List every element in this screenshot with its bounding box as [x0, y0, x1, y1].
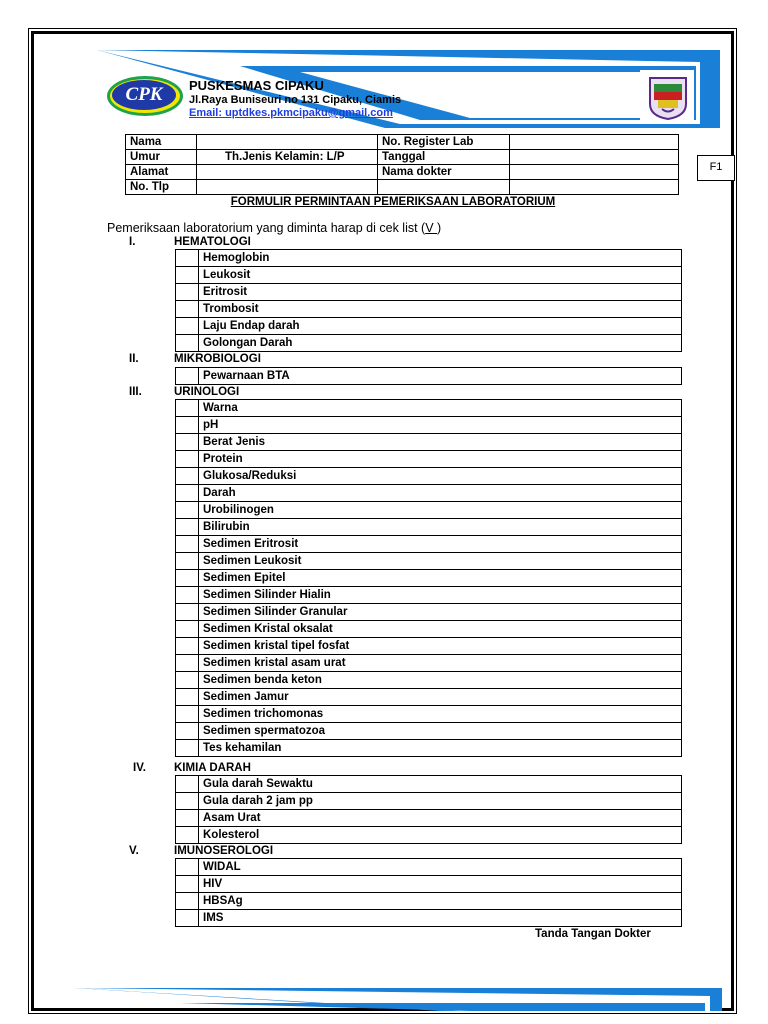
- test-row: [176, 417, 682, 434]
- test-row: [176, 318, 682, 335]
- test-checkbox[interactable]: [176, 485, 199, 502]
- test-label: Tes kehamilan: [199, 740, 682, 757]
- test-checkbox[interactable]: [176, 859, 199, 876]
- section-name: HEMATOLOGI: [174, 236, 251, 248]
- test-label: Bilirubin: [199, 519, 682, 536]
- test-checkbox[interactable]: [176, 519, 199, 536]
- tests-kimia-darah: [175, 775, 682, 844]
- institution-name: PUSKESMAS CIPAKU: [189, 78, 324, 93]
- label-no-register: No. Register Lab: [378, 135, 510, 150]
- label-no-tlp: No. Tlp: [126, 180, 197, 195]
- test-label: Gula darah 2 jam pp: [199, 793, 682, 810]
- test-label: Laju Endap darah: [199, 318, 682, 335]
- test-row: [176, 587, 682, 604]
- test-row: [176, 706, 682, 723]
- section-name: IMUNOSEROLOGI: [174, 845, 274, 857]
- test-checkbox[interactable]: [176, 810, 199, 827]
- test-row: [176, 400, 682, 417]
- form-title: FORMULIR PERMINTAAN PEMERIKSAAN LABORATORIUM: [230, 196, 556, 208]
- test-label: Sedimen Leukosit: [199, 553, 682, 570]
- field-no-register[interactable]: [510, 135, 679, 150]
- test-row: [176, 740, 682, 757]
- test-checkbox[interactable]: [176, 910, 199, 927]
- label-nama-dokter: Nama dokter: [378, 165, 510, 180]
- section-number: I.: [129, 236, 136, 248]
- test-label: Sedimen kristal tipel fosfat: [199, 638, 682, 655]
- test-label: Sedimen benda keton: [199, 672, 682, 689]
- test-row: [176, 638, 682, 655]
- test-label: Trombosit: [199, 301, 682, 318]
- test-row: [176, 655, 682, 672]
- test-row: [176, 451, 682, 468]
- test-checkbox[interactable]: [176, 468, 199, 485]
- instruction-text: Pemeriksaan laboratorium yang diminta harap di cek list (V ): [107, 221, 442, 235]
- test-row: [176, 267, 682, 284]
- section-name: MIKROBIOLOGI: [174, 353, 261, 365]
- tests-hematologi: [175, 249, 682, 352]
- footer-banner-inner: [180, 1003, 705, 1011]
- test-row: [176, 536, 682, 553]
- institution-email[interactable]: Email: uptdkes.pkmcipaku@gmail.com: [189, 107, 393, 119]
- test-row: [176, 776, 682, 793]
- label-nama: Nama: [126, 135, 197, 150]
- label-umur: Umur: [126, 150, 197, 165]
- test-row: [176, 368, 682, 385]
- test-checkbox[interactable]: [176, 267, 199, 284]
- test-label: Darah: [199, 485, 682, 502]
- label-tanggal: Tanggal: [378, 150, 510, 165]
- test-row: [176, 910, 682, 927]
- section-name: URINOLOGI: [174, 386, 240, 398]
- test-checkbox[interactable]: [176, 502, 199, 519]
- field-tanggal[interactable]: [510, 150, 679, 165]
- test-row: [176, 519, 682, 536]
- test-checkbox[interactable]: [176, 417, 199, 434]
- section-number: III.: [129, 386, 142, 398]
- test-checkbox[interactable]: [176, 827, 199, 844]
- test-row: [176, 301, 682, 318]
- test-label: Berat Jenis: [199, 434, 682, 451]
- test-checkbox[interactable]: [176, 284, 199, 301]
- test-checkbox[interactable]: [176, 318, 199, 335]
- label-jenis-kelamin: Th.Jenis Kelamin: L/P: [225, 151, 345, 163]
- tests-imunoserologi: [175, 858, 682, 927]
- field-no-tlp[interactable]: [197, 180, 378, 195]
- test-row: [176, 621, 682, 638]
- test-label: Urobilinogen: [199, 502, 682, 519]
- empty-cell: [378, 180, 510, 195]
- test-checkbox[interactable]: [176, 876, 199, 893]
- doctor-signature-label: Tanda Tangan Dokter: [535, 928, 651, 940]
- test-row: [176, 689, 682, 706]
- test-label: HBSAg: [199, 893, 682, 910]
- test-label: Protein: [199, 451, 682, 468]
- field-nama[interactable]: [197, 135, 378, 150]
- field-umur-jenis-kelamin[interactable]: [197, 150, 378, 165]
- test-label: Hemoglobin: [199, 250, 682, 267]
- test-checkbox[interactable]: [176, 250, 199, 267]
- test-row: [176, 723, 682, 740]
- test-checkbox[interactable]: [176, 776, 199, 793]
- test-label: pH: [199, 417, 682, 434]
- test-row: [176, 604, 682, 621]
- test-label: HIV: [199, 876, 682, 893]
- test-row: [176, 434, 682, 451]
- test-checkbox[interactable]: [176, 706, 199, 723]
- section-number: V.: [129, 845, 139, 857]
- tests-mikrobiologi: [175, 367, 682, 385]
- test-checkbox[interactable]: [176, 672, 199, 689]
- test-label: Sedimen Eritrosit: [199, 536, 682, 553]
- test-checkbox[interactable]: [176, 793, 199, 810]
- tests-urinologi: [175, 399, 682, 757]
- test-label: Sedimen kristal asam urat: [199, 655, 682, 672]
- test-label: Sedimen Epitel: [199, 570, 682, 587]
- field-alamat[interactable]: [197, 165, 378, 180]
- test-label: Asam Urat: [199, 810, 682, 827]
- test-checkbox[interactable]: [176, 893, 199, 910]
- test-row: [176, 335, 682, 352]
- test-row: [176, 810, 682, 827]
- test-label: Golongan Darah: [199, 335, 682, 352]
- test-checkbox[interactable]: [176, 301, 199, 318]
- test-label: Gula darah Sewaktu: [199, 776, 682, 793]
- test-checkbox[interactable]: [176, 587, 199, 604]
- test-checkbox[interactable]: [176, 723, 199, 740]
- test-checkbox[interactable]: [176, 335, 199, 352]
- test-checkbox[interactable]: [176, 536, 199, 553]
- section-number: IV.: [133, 762, 147, 774]
- test-row: [176, 250, 682, 267]
- cpk-logo-text: CPK: [112, 80, 176, 110]
- test-checkbox[interactable]: [176, 638, 199, 655]
- test-checkbox[interactable]: [176, 655, 199, 672]
- test-checkbox[interactable]: [176, 604, 199, 621]
- checkmark-symbol: V: [425, 221, 438, 235]
- test-checkbox[interactable]: [176, 400, 199, 417]
- label-alamat: Alamat: [126, 165, 197, 180]
- test-label: Sedimen trichomonas: [199, 706, 682, 723]
- test-row: [176, 468, 682, 485]
- section-name: KIMIA DARAH: [174, 762, 251, 774]
- test-label: Eritrosit: [199, 284, 682, 301]
- test-row: [176, 893, 682, 910]
- test-label: Sedimen Jamur: [199, 689, 682, 706]
- test-label: Glukosa/Reduksi: [199, 468, 682, 485]
- test-checkbox[interactable]: [176, 451, 199, 468]
- test-checkbox[interactable]: [176, 689, 199, 706]
- field-nama-dokter[interactable]: [510, 165, 679, 180]
- test-row: [176, 793, 682, 810]
- test-label: WIDAL: [199, 859, 682, 876]
- test-checkbox[interactable]: [176, 570, 199, 587]
- test-label: IMS: [199, 910, 682, 927]
- test-checkbox[interactable]: [176, 368, 199, 385]
- form-code-box: F1: [697, 155, 735, 181]
- test-row: [176, 876, 682, 893]
- test-row: [176, 502, 682, 519]
- test-row: [176, 570, 682, 587]
- test-row: [176, 553, 682, 570]
- test-label: Sedimen spermatozoa: [199, 723, 682, 740]
- test-row: [176, 827, 682, 844]
- test-label: Kolesterol: [199, 827, 682, 844]
- test-checkbox[interactable]: [176, 434, 199, 451]
- test-label: Sedimen Silinder Granular: [199, 604, 682, 621]
- section-number: II.: [129, 353, 139, 365]
- ciamis-emblem-icon: [648, 76, 688, 120]
- institution-address: Jl.Raya Buniseuri no 131 Cipaku, Ciamis: [189, 94, 402, 106]
- test-checkbox[interactable]: [176, 621, 199, 638]
- empty-cell: [510, 180, 679, 195]
- test-checkbox[interactable]: [176, 553, 199, 570]
- test-label: Pewarnaan BTA: [199, 368, 682, 385]
- test-label: Warna: [199, 400, 682, 417]
- test-row: [176, 859, 682, 876]
- test-label: Leukosit: [199, 267, 682, 284]
- test-label: Sedimen Kristal oksalat: [199, 621, 682, 638]
- test-row: [176, 672, 682, 689]
- patient-info-table: [125, 134, 679, 195]
- test-label: Sedimen Silinder Hialin: [199, 587, 682, 604]
- test-row: [176, 485, 682, 502]
- test-checkbox[interactable]: [176, 740, 199, 757]
- test-row: [176, 284, 682, 301]
